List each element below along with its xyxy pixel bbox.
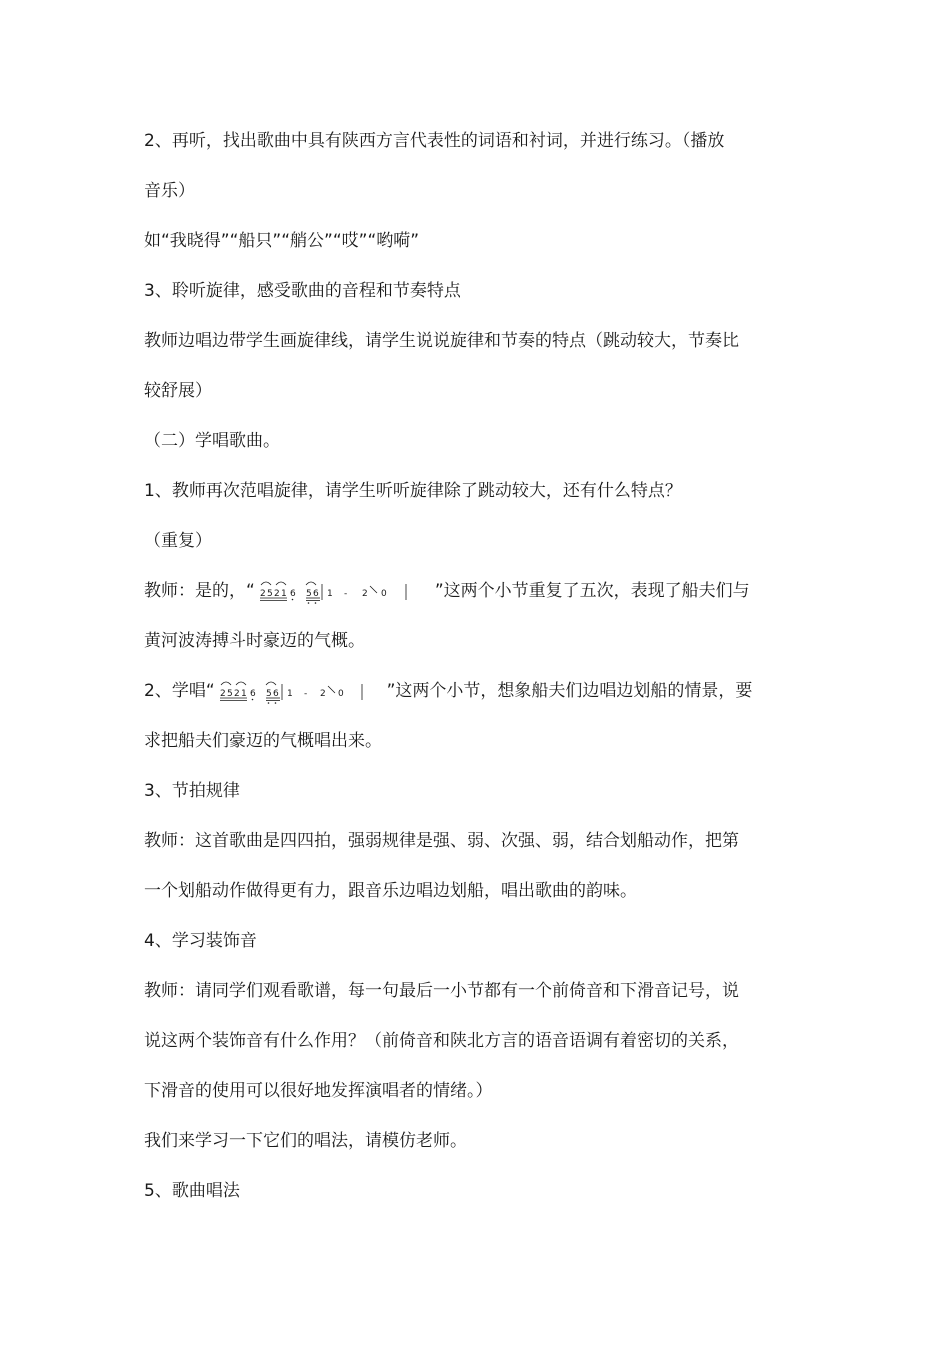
paragraph-learn-sing-suffix: ”这两个小节，想象船夫们边唱边划船的情景，要 (386, 681, 753, 701)
paragraph-beat-pattern: 教师：这首歌曲是四四拍，强弱规律是强、弱、次强、弱，结合划船动作，把第 (144, 831, 739, 851)
note-2: 2 (259, 589, 266, 599)
note-2: 2 (233, 689, 240, 699)
paragraph-melody-line-cont: 较舒展） (144, 381, 212, 401)
note-1: 1 (240, 689, 247, 699)
note-6: 6 (272, 689, 279, 699)
paragraph-ornaments: 教师：请同学们观看歌谱，每一句最后一小节都有一个前倚音和下滑音记号，说 (144, 981, 739, 1001)
paragraph-learn-sing-cont: 求把船夫们豪迈的气概唱出来。 (144, 731, 382, 751)
paragraph-listen-again-cont: 音乐） (144, 181, 195, 201)
paragraph-learn-sing (144, 676, 814, 706)
note-5: 5 (266, 589, 273, 599)
paragraph-teacher-yes-cont: 黄河波涛搏斗时豪迈的气概。 (144, 631, 365, 651)
note-dash: - (303, 689, 307, 699)
heading-ornaments: 4、学习装饰音 (144, 931, 257, 951)
jianpu-notation-snippet (216, 676, 386, 706)
note-5: 5 (265, 689, 272, 699)
paragraph-learn-sing-prefix: 2、学唱“ (144, 681, 215, 701)
paragraph-ornaments-cont2: 下滑音的使用可以很好地发挥演唱者的情绪。） (144, 1081, 493, 1101)
paragraph-teacher-yes-suffix: ”这两个小节重复了五次，表现了船夫们与 (434, 581, 750, 601)
paragraph-dialect-examples: 如“我晓得”“船只”“艄公”“哎”“哟嗬” (144, 231, 420, 251)
paragraph-ornaments-cont: 说这两个装饰音有什么作用？（前倚音和陕北方言的语音语调有着密切的关系， (144, 1031, 739, 1051)
paragraph-beat-pattern-cont: 一个划船动作做得更有力，跟音乐边唱边划船，唱出歌曲的韵味。 (144, 881, 637, 901)
note-2: 2 (361, 589, 368, 599)
note-5: 5 (305, 589, 312, 599)
note-1: 1 (326, 589, 333, 599)
paragraph-teacher-yes-prefix: 教师：是的，“ (144, 581, 255, 601)
jianpu-notation-snippet (256, 576, 434, 606)
note-2: 2 (219, 689, 226, 699)
note-2: 2 (273, 589, 280, 599)
paragraph-listen-again: 2、再听，找出歌曲中具有陕西方言代表性的词语和衬词，并进行练习。（播放 (144, 131, 725, 151)
note-5: 5 (226, 689, 233, 699)
note-rest: 0 (380, 589, 387, 599)
section-heading-learn-song: （二）学唱歌曲。 (144, 431, 280, 451)
heading-singing-method: 5、歌曲唱法 (144, 1181, 240, 1201)
note-6: 6 (289, 589, 296, 599)
heading-beat-pattern: 3、节拍规律 (144, 781, 240, 801)
note-2: 2 (319, 689, 326, 699)
paragraph-imitate-teacher: 我们来学习一下它们的唱法，请模仿老师。 (144, 1131, 467, 1151)
paragraph-teacher-sing-again: 1、教师再次范唱旋律，请学生听听旋律除了跳动较大，还有什么特点？ (144, 481, 682, 501)
note-6: 6 (249, 689, 256, 699)
note-dash: - (343, 589, 348, 599)
note-1: 1 (280, 589, 287, 599)
note-6: 6 (312, 589, 319, 599)
note-1: 1 (286, 689, 293, 699)
paragraph-teacher-yes (144, 576, 814, 606)
heading-melody-listening: 3、聆听旋律，感受歌曲的音程和节奏特点 (144, 281, 461, 301)
paragraph-melody-line: 教师边唱边带学生画旋律线，请学生说说旋律和节奏的特点（跳动较大，节奏比 (144, 331, 739, 351)
note-rest: 0 (337, 689, 344, 699)
paragraph-repeat: （重复） (144, 531, 212, 551)
